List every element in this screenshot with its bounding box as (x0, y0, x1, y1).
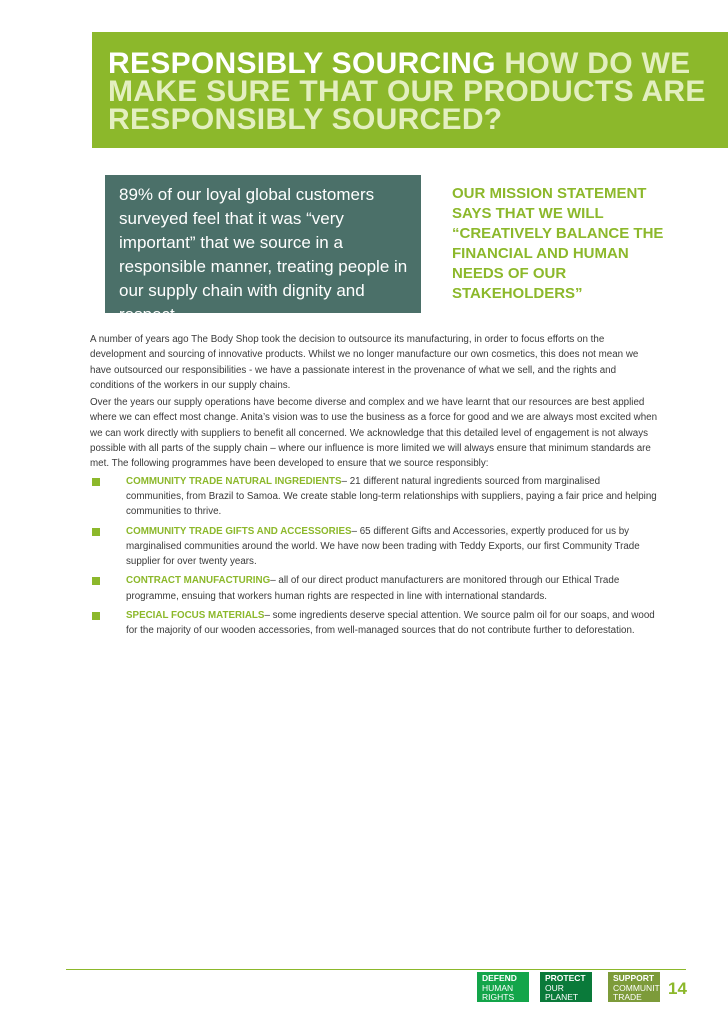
footer-divider (66, 969, 686, 970)
tab-label-bold: SUPPORT (613, 973, 655, 983)
tab-defend-human-rights[interactable] (477, 972, 529, 1002)
list-item-text: – some ingredients deserve special attention. We source palm oil for our soaps, and wood for the majority of our wooden accessories, from well-managed sources that do not contribute further to deforestation. (126, 610, 655, 637)
list-item-text: – all of our direct product manufacturers are monitored through our Ethical Trade programme, ensuing that workers human rights are respected in line with international standards. (126, 575, 620, 602)
body-copy (90, 332, 658, 643)
body-paragraph: Over the years our supply operations have become diverse and complex and we have learnt that our resources are best applied where we can effect most change. Anita’s vision was to use the business as a force for good and we are always most excited when we can work directly with suppliers to benefit all concerned. We acknowledge that this detailed level of engagement is not always possible with all parts of the supply chain – where our influence is more limited we will always ensure that minimum standards are met. The following programmes have been developed to ensure that we source responsibly: (90, 397, 658, 470)
square-bullet-icon (92, 612, 100, 620)
list-item-heading: COMMUNITY TRADE GIFTS AND ACCESSORIES (126, 525, 352, 537)
list-item-heading: SPECIAL FOCUS MATERIALS (126, 610, 265, 622)
list-item-heading: CONTRACT MANUFACTURING (126, 575, 271, 587)
title-question: HOW DO WE MAKE SURE THAT OUR PRODUCTS ARE RESPONSIBLY SOURCED? (108, 47, 706, 136)
list-item (90, 573, 658, 604)
body-paragraph: A number of years ago The Body Shop took the decision to outsource its manufacturing, in order to focus efforts on the development and sourcing of innovative products. Whilst we no longer manufacture our own cosmetics, this does not mean we have outsourced our responsibilities - we have a passionate interest in the provenance of what we sell, and the rights and conditions of the workers in our supply chains. (90, 334, 639, 391)
tab-protect-our-planet[interactable] (540, 972, 592, 1002)
square-bullet-icon (92, 577, 100, 585)
square-bullet-icon (92, 478, 100, 486)
page-number: 14 (668, 979, 687, 998)
callout-text: 89% of our loyal global customers surveyed feel that it was “very important” that we source in a responsible manner, treating people in our supply chain with dignity and respect. (119, 185, 408, 324)
mission-statement-pullquote (452, 184, 682, 304)
mission-text: OUR MISSION STATEMENT SAYS THAT WE WILL “CREATIVELY BALANCE THE FINANCIAL AND HUMAN NEEDS OF OUR STAKEHOLDERS” (452, 185, 664, 302)
list-item-text: – 65 different Gifts and Accessories, expertly produced for us by marginalised communities around the world. We have now been trading with Teddy Exports, our first Community Trade supplier for over twenty years. (126, 525, 640, 568)
programme-list (90, 474, 658, 639)
tab-label-bold: PROTECT (545, 973, 586, 983)
title-lead: RESPONSIBLY SOURCING (108, 47, 496, 80)
tab-label: HUMAN RIGHTS (482, 982, 515, 1002)
customer-stat-callout (105, 175, 421, 324)
tab-label: COMMUNITY TRADE (613, 982, 666, 1002)
list-item-text: – 21 different natural ingredients sourced from marginalised communities, from Brazil to Samoa. We create stable long-term relationships with suppliers, paying a fair price and helping communities to thrive. (126, 475, 657, 518)
tab-support-community-trade[interactable] (608, 972, 666, 1002)
list-item (90, 524, 658, 570)
list-item (90, 474, 658, 520)
page-title (108, 47, 708, 136)
square-bullet-icon (92, 528, 100, 536)
tab-label-bold: DEFEND (482, 973, 517, 983)
list-item (90, 608, 658, 639)
tab-label: OUR PLANET (545, 982, 579, 1002)
list-item-heading: COMMUNITY TRADE NATURAL INGREDIENTS (126, 475, 342, 487)
